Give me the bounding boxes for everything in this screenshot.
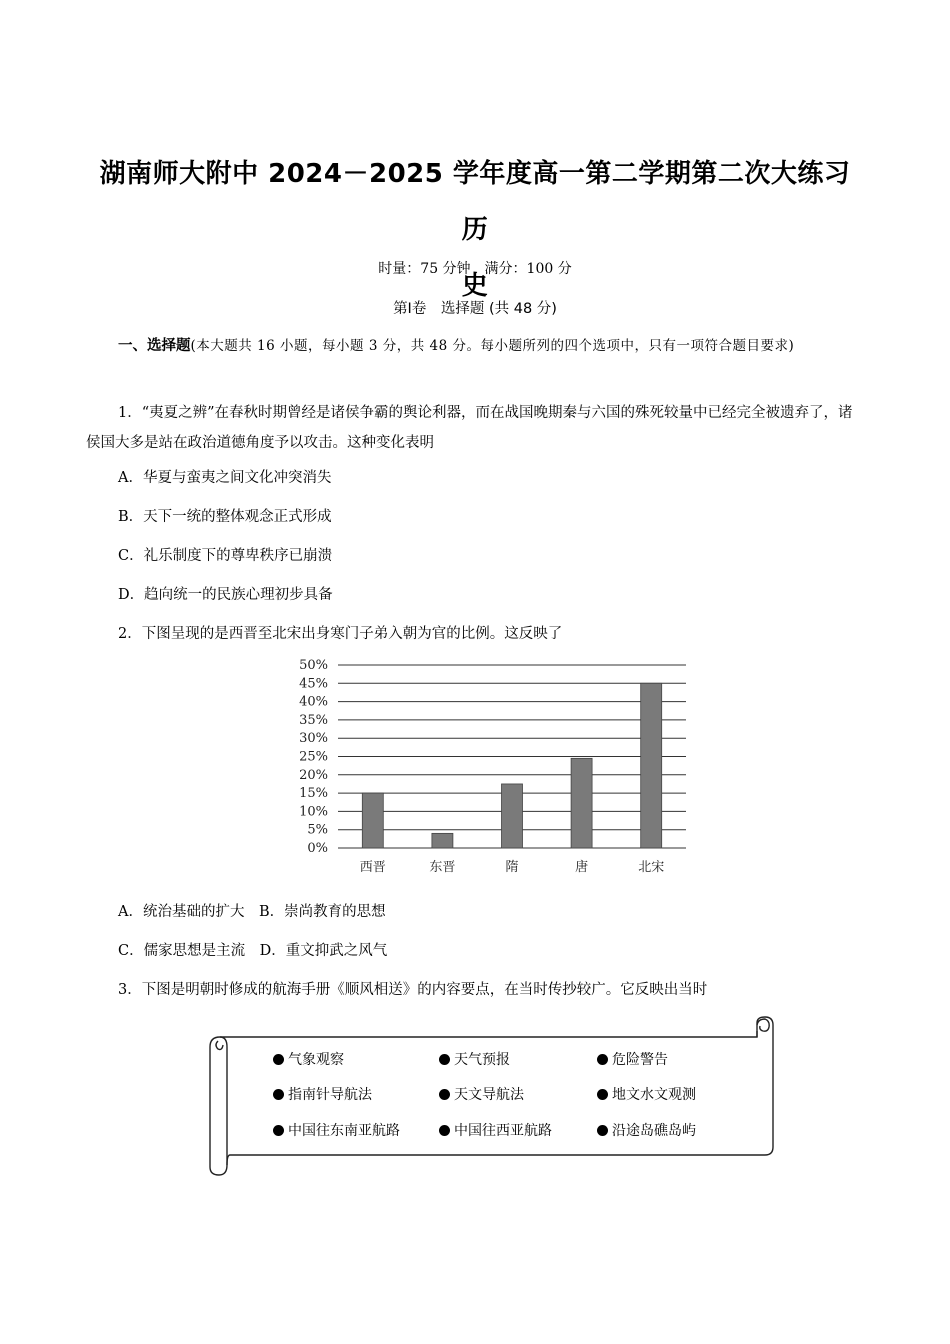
y-tick-label: 10%	[299, 804, 328, 820]
x-tick-label: 隋	[505, 860, 519, 875]
x-tick-label: 东晋	[429, 860, 456, 875]
question-1-option-d: D．趋向统一的民族心理初步具备	[118, 587, 333, 603]
scroll-item	[273, 1086, 372, 1104]
bar-chart	[280, 652, 700, 882]
bar-4	[641, 683, 662, 848]
scroll-item-label: 地文水文观测	[612, 1087, 696, 1103]
exam-meta: 时量：75 分钟 满分：100 分	[378, 261, 572, 277]
bullet-icon	[273, 1089, 284, 1100]
x-tick-label: 唐	[575, 860, 589, 875]
scroll-item	[439, 1086, 524, 1104]
scroll-item-label: 天气预报	[454, 1052, 510, 1068]
y-tick-label: 20%	[299, 767, 328, 783]
bar-1	[432, 833, 453, 848]
scroll-item-label: 指南针导航法	[288, 1087, 372, 1103]
section-instructions	[86, 331, 864, 361]
y-tick-label: 15%	[299, 786, 328, 802]
question-1-option-c: C．礼乐制度下的尊卑秩序已崩溃	[118, 548, 333, 564]
question-2-options-row-1: A．统治基础的扩大 B．崇尚教育的思想	[118, 904, 386, 920]
scroll-item	[597, 1122, 696, 1140]
bullet-icon	[597, 1089, 608, 1100]
bar-3	[571, 758, 592, 848]
bullet-icon	[439, 1054, 450, 1065]
scroll-item	[439, 1122, 552, 1140]
y-tick-label: 0%	[307, 841, 328, 856]
scroll-item	[273, 1051, 344, 1069]
question-1-option-b: B．天下一统的整体观念正式形成	[118, 509, 332, 525]
x-tick-label: 西晋	[359, 860, 386, 875]
y-tick-label: 30%	[299, 731, 328, 747]
scroll-item	[597, 1051, 668, 1069]
y-tick-label: 5%	[307, 822, 328, 838]
scroll-item-label: 沿途岛礁岛屿	[612, 1123, 696, 1139]
question-1-stem: 1．“夷夏之辨”在春秋时期曾经是诸侯争霸的舆论利器，而在战国晚期秦与六国的殊死较量中已经完全被遗弃了，诸侯国大多是站在政治道德角度予以攻击。这种变化表明	[86, 405, 853, 451]
bullet-icon	[439, 1089, 450, 1100]
section-heading: 一、选择题	[118, 338, 191, 354]
scroll-item-label: 危险警告	[612, 1052, 668, 1068]
bar-0	[362, 793, 383, 848]
bullet-icon	[273, 1054, 284, 1065]
question-1-option-a: A．华夏与蛮夷之间文化冲突消失	[118, 470, 332, 486]
title-line-1: 湖南师大附中 2024－2025 学年度高一第二学期第二次大练习历	[99, 159, 851, 245]
question-2-stem: 2．下图呈现的是西晋至北宋出身寒门子弟入朝为官的比例。这反映了	[118, 626, 563, 642]
question-2-options-row-2: C．儒家思想是主流 D．重文抑武之风气	[118, 943, 388, 959]
y-tick-label: 50%	[299, 658, 328, 673]
scroll-item-label: 中国往东南亚航路	[288, 1123, 400, 1139]
bar-2	[502, 784, 523, 848]
y-tick-label: 25%	[299, 749, 328, 765]
bullet-icon	[439, 1125, 450, 1136]
x-tick-label: 北宋	[638, 860, 665, 875]
y-tick-label: 35%	[299, 712, 328, 728]
question-3-stem: 3．下图是明朝时修成的航海手册《顺风相送》的内容要点，在当时传抄较广。它反映出当时	[118, 982, 708, 998]
scroll-item	[439, 1051, 510, 1069]
scroll-item-label: 中国往西亚航路	[454, 1123, 552, 1139]
scroll-figure	[205, 1015, 780, 1180]
y-tick-label: 40%	[299, 694, 328, 710]
title-line-2: 史	[461, 271, 489, 301]
bullet-icon	[597, 1125, 608, 1136]
scroll-item-label: 气象观察	[288, 1052, 344, 1068]
document-title	[90, 146, 860, 314]
scroll-item	[597, 1086, 696, 1104]
bullet-icon	[273, 1125, 284, 1136]
bullet-icon	[597, 1054, 608, 1065]
part-title: 第Ⅰ卷 选择题 (共 48 分)	[393, 301, 557, 317]
scroll-item-label: 天文导航法	[454, 1087, 524, 1103]
scroll-item	[273, 1122, 400, 1140]
section-instructions-text: (本大题共 16 小题，每小题 3 分，共 48 分。每小题所列的四个选项中，只有一项符合题目要求)	[190, 338, 795, 354]
y-tick-label: 45%	[299, 676, 328, 692]
